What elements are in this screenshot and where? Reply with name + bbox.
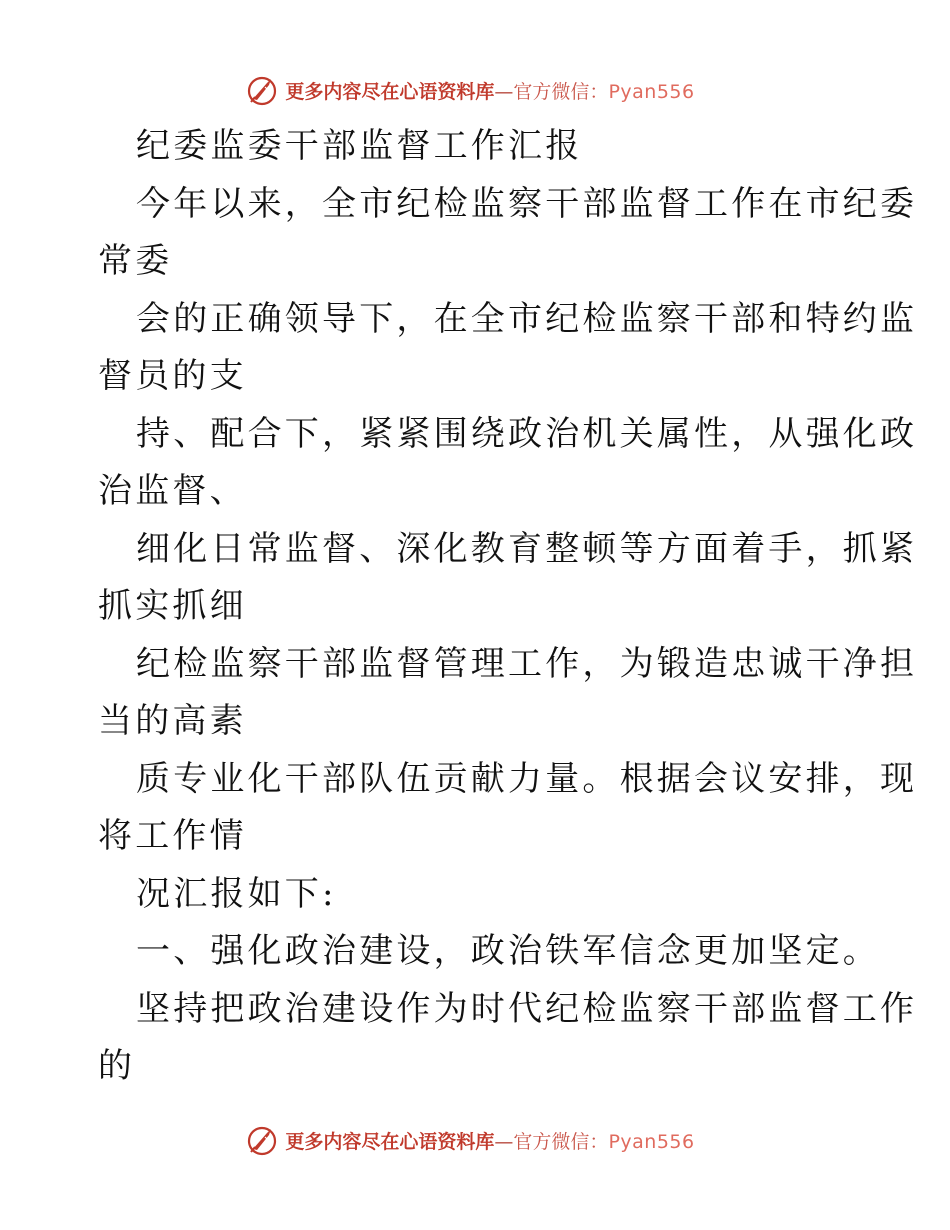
footer-wechat-id: Pyan556 xyxy=(608,1130,695,1153)
red-quill-pen-logo-icon xyxy=(245,73,279,107)
header-wechat-label: 官方微信： xyxy=(513,80,609,103)
document-line: 一、强化政治建设，政治铁军信念更加坚定。 xyxy=(136,931,880,971)
document-line: 督员的支 xyxy=(98,356,247,396)
red-quill-pen-logo-icon xyxy=(245,1123,279,1157)
footer-wechat-label: 官方微信： xyxy=(513,1130,609,1153)
document-line: 将工作情 xyxy=(98,816,247,856)
document-line: 质专业化干部队伍贡献力量。根据会议安排，现 xyxy=(136,758,918,799)
document-body xyxy=(98,118,918,1096)
header-banner-title: 更多内容尽在心语资料库 xyxy=(285,80,495,103)
document-line: 持、配合下，紧紧围绕政治机关属性，从强化政 xyxy=(136,413,918,454)
document-line: 纪委监委干部监督工作汇报 xyxy=(136,126,583,166)
header-banner-dash: — xyxy=(494,80,514,103)
footer-banner-dash: — xyxy=(494,1130,514,1153)
document-line: 纪检监察干部监督管理工作，为锻造忠诚干净担 xyxy=(136,643,918,684)
header-banner-content xyxy=(245,73,694,107)
document-line: 今年以来，全市纪检监察干部监督工作在市纪委 xyxy=(136,183,918,224)
document-line: 细化日常监督、深化教育整顿等方面着手，抓紧 xyxy=(136,528,918,569)
header-wechat-id: Pyan556 xyxy=(608,80,695,103)
header-watermark-banner xyxy=(0,70,950,110)
document-line: 况汇报如下: xyxy=(136,873,337,914)
document-line: 当的高素 xyxy=(98,701,247,741)
footer-banner-title: 更多内容尽在心语资料库 xyxy=(285,1130,495,1153)
document-line: 常委 xyxy=(98,241,173,281)
document-line: 的 xyxy=(98,1046,136,1086)
document-line: 治监督、 xyxy=(98,471,247,511)
document-line: 会的正确领导下，在全市纪检监察干部和特约监 xyxy=(136,298,918,339)
footer-banner-text xyxy=(285,1127,694,1154)
document-line: 坚持把政治建设作为时代纪检监察干部监督工作 xyxy=(136,988,918,1029)
footer-banner-content xyxy=(245,1123,694,1157)
footer-watermark-banner xyxy=(0,1120,950,1160)
header-banner-text xyxy=(285,77,694,104)
document-line: 抓实抓细 xyxy=(98,586,247,626)
